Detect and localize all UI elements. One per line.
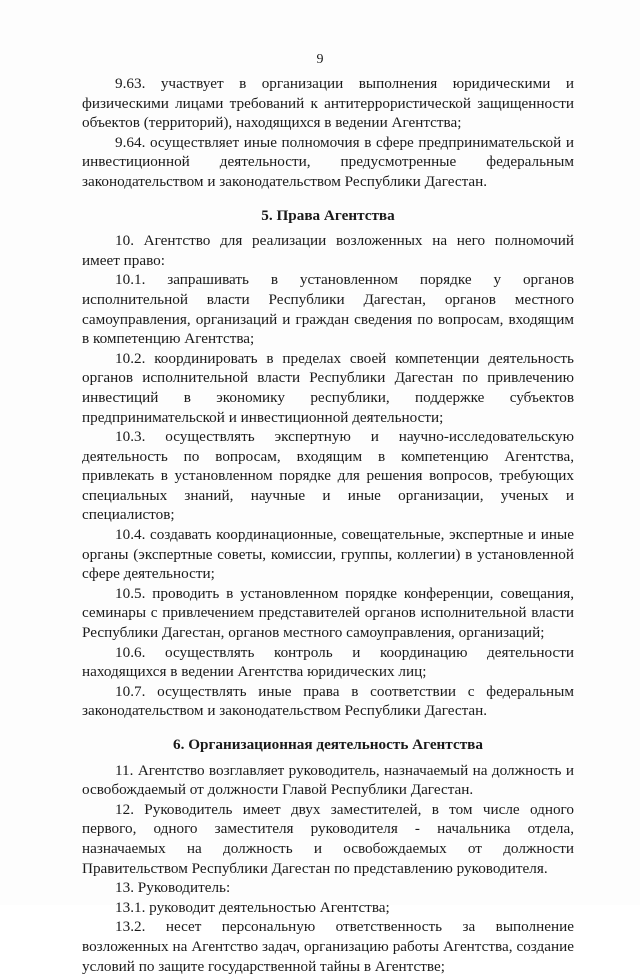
paragraph-10-3: 10.3. осуществлять экспертную и научно-исследовательскую деятельность по вопросам, входящим в компетенцию Агентства, привлекать в установленном порядке для решения вопросов, требующих специальных знаний, научные и иные организации, ученых и специалистов;	[82, 428, 574, 524]
paragraph-13-1: 13.1. руководит деятельностью Агентства;	[115, 898, 390, 916]
paragraph-9-63: 9.63. участвует в организации выполнения юридическими и физическими лицами требований к антитеррористической защищенности объектов (территорий), находящихся в ведении Агентства;	[82, 75, 574, 132]
paragraph-10-7: 10.7. осуществлять иные права в соответствии с федеральным законодательством и законодательством Республики Дагестан.	[82, 682, 574, 720]
paragraph-10-4: 10.4. создавать координационные, совещательные, экспертные и иные органы (экспертные советы, комиссии, группы, коллегии) в установленной сфере деятельности;	[82, 526, 574, 583]
paragraph-10-2: 10.2. координировать в пределах своей компетенции деятельность органов исполнительной власти Республики Дагестан по привлечению инвестиций в экономику республики, поддержке субъектов предпринимательской и инвестиционной деятельности;	[82, 349, 574, 426]
paragraph-13-2: 13.2. несет персональную ответственность за выполнение возложенных на Агентство задач, организацию работы Агентства, создание условий по защите государственной тайны в Агентстве;	[82, 918, 574, 975]
paragraph-10-1: 10.1. запрашивать в установленном порядке у органов исполнительной власти Республики Дагестан, органов местного самоуправления, организаций и граждан сведения по вопросам, входящим в компетенцию Агентства;	[82, 271, 574, 348]
paragraph-10-5: 10.5. проводить в установленном порядке конференции, совещания, семинары с привлечением представителей органов исполнительной власти Республики Дагестан, органов местного самоуправления, организаций;	[82, 584, 574, 642]
paragraph-11: 11. Агентство возглавляет руководитель, назначаемый на должность и освобождаемый от должности Главой Республики Дагестан.	[82, 761, 574, 799]
section-5-heading: 5. Права Агентства	[261, 206, 395, 224]
paragraph-12: 12. Руководитель имеет двух заместителей, в том числе одного первого, одного заместителя руководителя - начальника отдела, назначаемых на должность и освобождаемых от должности Правительством Республики Дагестан по представлению руководителя.	[82, 800, 574, 877]
section-6-heading: 6. Организационная деятельность Агентства	[173, 736, 483, 753]
paragraph-10-6: 10.6. осуществлять контроль и координацию деятельности находящихся в ведении Агентства юридических лиц;	[82, 643, 574, 681]
paragraph-10: 10. Агентство для реализации возложенных на него полномочий имеет право:	[82, 232, 574, 269]
paragraph-13: 13. Руководитель:	[115, 879, 231, 897]
document-body	[82, 74, 574, 976]
page-number: 9	[316, 52, 324, 67]
paragraph-9-64: 9.64. осуществляет иные полномочия в сфере предпринимательской и инвестиционной деятельности, предусмотренные федеральным законодательством и законодательством Республики Дагестан.	[82, 133, 574, 190]
